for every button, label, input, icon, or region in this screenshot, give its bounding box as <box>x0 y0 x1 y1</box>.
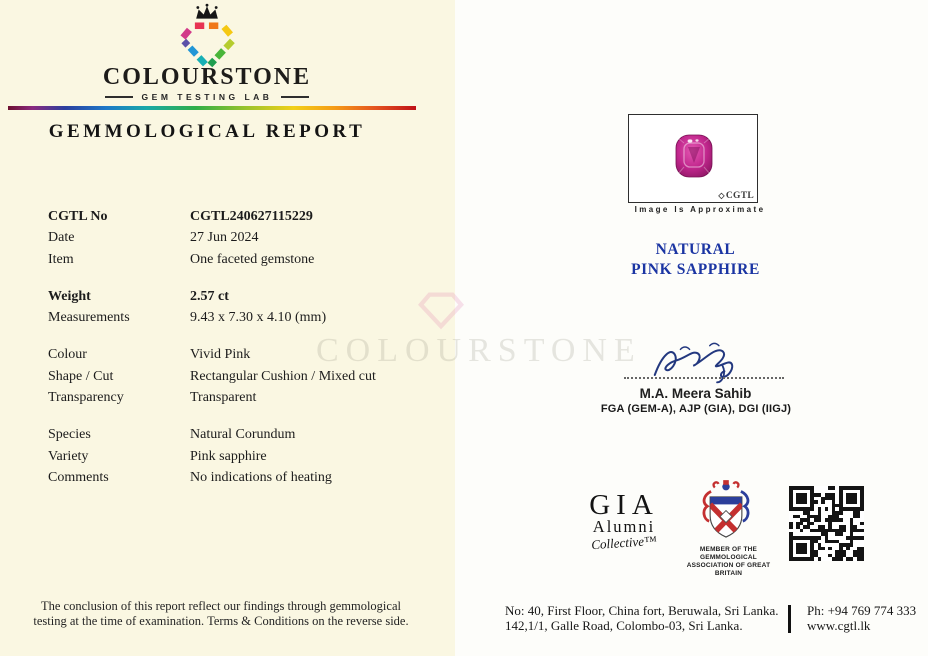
gia-alumni-text: Alumni <box>592 517 656 536</box>
gem-a-crest-icon <box>698 477 754 548</box>
field-row-shape-cut <box>48 366 428 387</box>
gemstone-image <box>674 132 714 185</box>
signature-image <box>645 342 747 391</box>
rainbow-divider <box>8 106 416 110</box>
field-label: Species <box>48 427 91 443</box>
colourstone-watermark: COLOURSTONE <box>316 332 642 369</box>
field-row-comments <box>48 467 428 488</box>
field-value: Natural Corundum <box>190 427 296 443</box>
field-label: Measurements <box>48 310 130 326</box>
gem-a-caption-line1: MEMBER OF THE GEMMOLOGICAL <box>699 546 758 561</box>
field-row-weight <box>48 286 428 307</box>
tagline-rule-left <box>105 96 133 98</box>
field-row-colour <box>48 344 428 365</box>
identity-line1: NATURAL <box>655 241 736 258</box>
address-line1: No: 40, First Floor, China fort, Beruwala, Sri Lanka. <box>505 603 779 618</box>
signatory-credentials: FGA (GEM-A), AJP (GIA), DGI (IIGJ) <box>600 403 792 415</box>
cgtl-watermark-text: CGTL <box>725 191 754 201</box>
gem-a-caption-line2: ASSOCIATION OF GREAT BRITAIN <box>686 562 771 577</box>
field-label: Shape / Cut <box>48 368 114 384</box>
disclaimer-line1: The conclusion of this report reflect our findings through gemmological <box>41 599 401 613</box>
field-label: Weight <box>48 288 91 304</box>
tagline-rule-right <box>281 96 309 98</box>
footer-divider <box>788 605 791 633</box>
field-label: Transparency <box>48 390 124 406</box>
field-row-variety <box>48 446 428 467</box>
photo-caption: Image Is Approximate <box>634 205 766 214</box>
gem-identity <box>608 240 783 279</box>
field-value: 27 Jun 2024 <box>190 230 259 246</box>
field-value: Vivid Pink <box>190 347 251 363</box>
gia-alumni-logo <box>578 489 670 553</box>
field-value: CGTL240627115229 <box>190 209 313 224</box>
field-row-date <box>48 227 428 248</box>
gia-logo-text: GIA <box>589 489 659 521</box>
field-label: Date <box>48 230 75 246</box>
field-value: 2.57 ct <box>190 288 229 304</box>
field-value: Pink sapphire <box>190 448 267 464</box>
field-label: Variety <box>48 448 89 464</box>
field-value: 9.43 x 7.30 x 4.10 (mm) <box>190 310 327 326</box>
field-value: One faceted gemstone <box>190 251 315 267</box>
field-label: Colour <box>48 347 87 363</box>
disclaimer-line2: testing at the time of examination. Terms & Conditions on the reverse side. <box>33 614 409 628</box>
field-label: CGTL No <box>48 209 108 224</box>
field-value: Rectangular Cushion / Mixed cut <box>190 368 376 384</box>
field-row-transparency <box>48 387 428 408</box>
gemstone-photo-box <box>628 114 758 203</box>
phone-number: Ph: +94 769 774 333 <box>807 603 917 618</box>
brand-tagline <box>0 92 414 102</box>
field-label: Item <box>48 251 74 267</box>
signature-rule <box>624 377 784 379</box>
identity-line2: PINK SAPPHIRE <box>631 260 760 278</box>
disclaimer <box>0 599 442 629</box>
cgtl-photo-watermark <box>718 191 754 201</box>
tagline-text: GEM TESTING LAB <box>141 92 273 102</box>
report-fields <box>48 206 428 488</box>
qr-code <box>789 486 864 561</box>
field-row-measurements <box>48 307 428 328</box>
field-row-species <box>48 424 428 445</box>
signatory-name: M.A. Meera Sahib <box>639 386 752 401</box>
address-line2: 142,1/1, Galle Road, Colombo-03, Sri Lanka. <box>505 618 743 633</box>
website-url: www.cgtl.lk <box>807 618 871 633</box>
mini-diamond-icon: ◇ <box>718 191 725 200</box>
lab-address <box>505 603 779 633</box>
brand-name: COLOURSTONE <box>102 64 312 90</box>
report-title: GEMMOLOGICAL REPORT <box>48 121 366 142</box>
lab-contact <box>807 603 916 633</box>
gia-collective-text: Collective™ <box>590 532 658 553</box>
field-row-cgtl-no <box>48 206 428 227</box>
gem-a-caption <box>676 546 781 578</box>
field-row-item <box>48 249 428 270</box>
field-label: Comments <box>48 469 109 485</box>
field-value: No indications of heating <box>190 469 332 485</box>
field-value: Transparent <box>190 390 257 406</box>
